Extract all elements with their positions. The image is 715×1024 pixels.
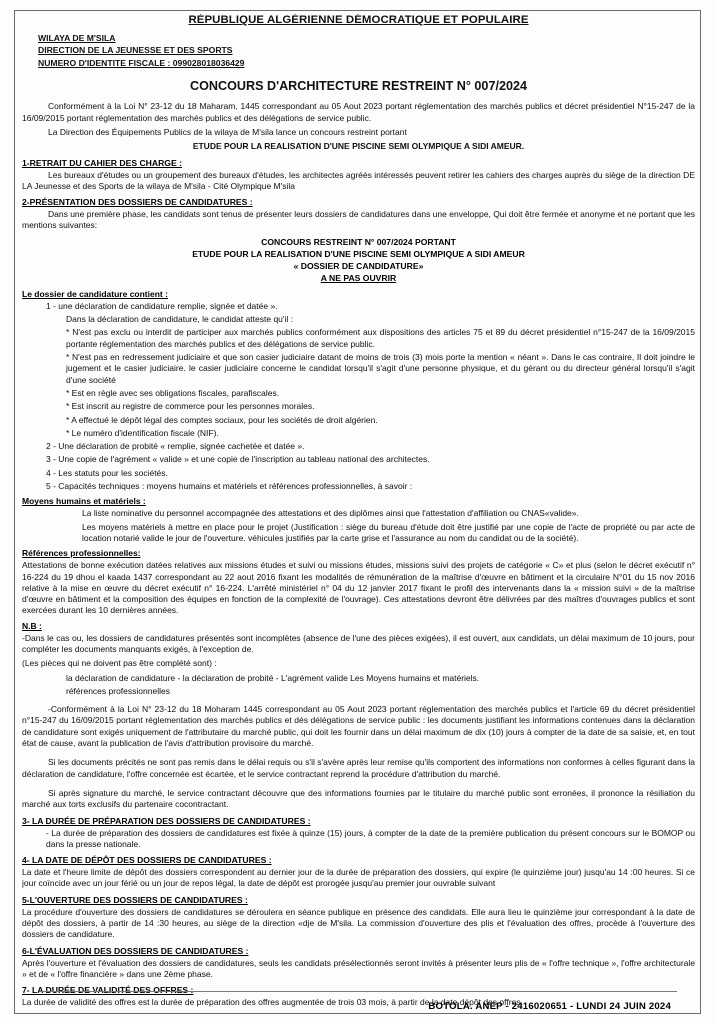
- envelope-line-2: ETUDE POUR LA REALISATION D'UNE PISCINE SEMI OLYMPIQUE A SIDI AMEUR: [192, 248, 525, 259]
- conformity-body-1: -Conformément à la Loi N° 23-12 du 18 Moharam 1445 correspondant au 05 Aout 2023 portant réglementation des marchés publics et l'article 69 du décret présidentiel n°15-247 du 16/09/2015 portant réglementation des marchés publics et dés délégations de service public : les documents justifiant les informations contenues dans la déclaration de candidature sont exigés uniquement de l'attributaire du marché public, qui doit les fournir dans un délai maximum de dix (10) jours à compter de la date de sa saisie, et, en tout état de cause, avant la publication de l'avis d'attribution provisoire du marché.: [22, 704, 695, 749]
- footer-reference: BOTOLA. ANEP - 2416020651 - LUNDI 24 JUIN 2024: [428, 1001, 671, 1012]
- section-6-title: 6-L'ÉVALUATION DES DOSSIERS DE CANDIDATURES :: [22, 945, 249, 956]
- check-item-nif: * Le numéro d'identification fiscale (NIF).: [66, 427, 219, 438]
- envelope-line-4: A NE PAS OUVRIR: [320, 272, 397, 283]
- section-7-body: La durée de validité des offres est la durée de préparation des offres augmentée de trois 03 mois, à partir de la date dépôt des offres.: [22, 997, 523, 1008]
- section-4-body: La date et l'heure limite de dépôt des dossiers correspondent au dernier jour de la durée de préparation des dossiers, qui expire (le quinzième jour) jusqu'au 14 :00 heures. Si ce jour coïncide avec un jour férié ou un jour de repos légal, la date de dépôt est prorogée jusqu'au premier jour ouvrable suivant: [22, 867, 695, 889]
- section-3-body: - La durée de préparation des dossiers de candidatures est fixée à quinze (15) jours, à compter de la date de la première publication du présent concours sur le BOMOP ou dans la presse nationale.: [46, 827, 695, 849]
- nb-body: -Dans le cas ou, les dossiers de candidatures présentés sont incomplètes (absence de l'une des pièces exigées), il est ouvert, aux candidats, un délai maximum de 10 jours, pour compléter les documents manquants exigés, à l'exception de.: [22, 632, 695, 654]
- section-7-title: 7- LA DURÉE DE VALIDITÉ DES OFFRES :: [22, 985, 194, 996]
- section-1-body: Les bureaux d'études ou un groupement des bureaux d'études, les architectes agréés intéressés peuvent retirer les cahiers des charges auprès du siège de la direction DE LA Jeunesse et des Sports de la wilaya de M'sila - Cité Olympique M'sila: [22, 169, 695, 191]
- conformity-body-2: Si les documents précités ne sont pas remis dans le délai requis ou s'il s'avère après leur remise qu'ils comportent des informations non conformes à celles figurant dans la déclaration de candidature, l'offre concernée est écartée, et le service contractant reprend la procédure d'attribution du marché.: [22, 757, 695, 779]
- issuer-line-fiscal-id: NUMERO D'IDENTITE FISCALE : 099028018036429: [38, 57, 245, 68]
- human-material-item-2: Les moyens matériels à mettre en place pour le projet (Justification : siège du bureau d'étude doit être justifié par une copie de l'acte de propriété ou par acte de location notarié valide le jour de l'ouverture. véhicules justifiés par la carte grise et l'assurance au nom du candidat ou de la société).: [82, 521, 695, 543]
- file-item-exclusion: * N'est pas exclu ou interdit de participer aux marchés publics conformément aux dispositions des articles 75 et 89 du décret présidentiel n°15-247 de la 16/09/2015 portante réglementation des marchés publics et des délégations de service public.: [66, 327, 695, 349]
- check-item-depot: * A effectué le dépôt légal des comptes sociaux, pour les sociétés de droit algérien.: [66, 414, 378, 425]
- references-body: Attestations de bonne exécution datées relatives aux missions études et suivi ou missions études, missions suivi des projets de catégorie « C» et plus (selon le décret exécutif n° 16-224 du 19 dhou el kaada 1437 correspondant au 22 aout 2016 fixant les modalités de rémunération de la maîtrise d'œuvre en bâtiment et la circulaire N°01 du 15 nov 2016 relative à la mise en œuvre du décret exécutif n° 16-224. L'arrêté ministériel n° 04 du 12 janvier 2017 fixant le profil des intervenants dans la « mission suivi » de la maîtrise d'œuvre en bâtiment et la composition des équipes en fonction de la complexité de l'ouvrage). Ces attestations devront être délivrées par des maîtres d'ouvrages publics et sont exercées durant les 10 dernières années.: [22, 560, 695, 616]
- file-item-4: 4 - Les statuts pour les sociétés.: [46, 467, 168, 478]
- conformity-body-3: Si après signature du marché, le service contractant découvre que des informations fournies par le titulaire du marché public sont erronées, il prononce la résiliation du marché aux torts exclusifs du partenaire cocontractant.: [22, 787, 695, 810]
- contest-title: CONCOURS D'ARCHITECTURE RESTREINT N° 007/2024: [190, 79, 527, 94]
- file-item-judiciaire: * N'est pas en redressement judiciaire et que son casier judiciaire datant de moins de trois (3) mois porte la mention « néant ». Dans le cas contraire, Il doit joindre le jugement et le casier judiciaire. le casier judiciaire concerne le candidat lorsqu'il s'agit d'une personne physique, et du gérant ou du directeur général lorsqu'il s'agit d'une société: [66, 352, 695, 385]
- envelope-line-3: « DOSSIER DE CANDIDATURE»: [293, 260, 424, 271]
- references-title: Références professionnelles:: [22, 548, 141, 559]
- republic-title: RÉPUBLIQUE ALGÉRIENNE DÉMOCRATIQUE ET POPULAIRE: [188, 14, 529, 26]
- file-contents-title: Le dossier de candidature contient :: [22, 288, 168, 299]
- file-item-3: 3 - Une copie de l'agrément « valide » et une copie de l'inscription au tableau national des architectes.: [46, 454, 430, 465]
- file-item-2: 2 - Une déclaration de probité « remplie, signée cachetée et datée ».: [46, 441, 305, 452]
- issuer-header: [38, 32, 695, 69]
- issuer-line-wilaya: WILAYA DE M'SILA: [38, 33, 116, 43]
- envelope-mentions: [22, 236, 695, 284]
- file-item-attest: Dans la déclaration de candidature, le candidat atteste qu'il :: [66, 314, 294, 325]
- issuer-line-direction: DIRECTION DE LA JEUNESSE ET DES SPORTS: [38, 45, 233, 56]
- nb-body-2: (Les pièces qui ne doivent pas être complété sont) :: [22, 658, 217, 669]
- section-5-body: La procédure d'ouverture des dossiers de candidatures se déroulera en séance publique en présence des candidats. Elle aura lieu le quinzième jour correspondant à la date de dépôt des dossiers, à partir de 14 :30 heures, au siège de la direction «dje de M'sila. La commission d'ouverture des plis et l'évaluation des offres, procède à l'ouverture des dossiers de candidature.: [22, 906, 695, 940]
- intro-paragraph-2: La Direction des Équipements Publics de la wilaya de M'sila lance un concours restreint portant: [48, 126, 407, 137]
- file-item-1: 1 - une déclaration de candidature remplie, signée et datée ».: [46, 300, 278, 311]
- section-2-title: 2-PRÉSENTATION DES DOSSIERS DE CANDIDATURES :: [22, 197, 253, 208]
- section-1-title: 1-RETRAIT DU CAHIER DES CHARGE :: [22, 157, 182, 168]
- intro-paragraph-1: Conformément à la Loi N° 23-12 du 18 Maharam, 1445 correspondant au 05 Aout 2023 portant réglementation des marchés publics et décret présidentiel N°15-247 de la 16/09/2015 portant réglementation des marchés publics et des délégations de service public.: [22, 101, 695, 123]
- check-item-fiscal: * Est en règle avec ses obligations fiscales, parafiscales.: [66, 387, 280, 398]
- nb-title: N.B :: [22, 620, 42, 631]
- check-item-registre: * Est inscrit au registre de commerce pour les personnes morales.: [66, 401, 315, 412]
- section-3-title: 3- LA DURÉE DE PRÉPARATION DES DOSSIERS DE CANDIDATURES :: [22, 815, 311, 826]
- nb-item-1: la déclaration de candidature - la déclaration de probité - L'agrément valide Les Moyens humains et matériels.: [66, 672, 480, 683]
- section-2-body: Dans une première phase, les candidats sont tenus de présenter leurs dossiers de candidatures dans une enveloppe, Qui doit être fermée et anonyme et ne portant que les mentions suivantes:: [22, 209, 695, 231]
- footer-divider: [40, 991, 677, 992]
- document-body: [22, 14, 695, 1014]
- section-6-body: Après l'ouverture et l'évaluation des dossiers de candidatures, seuls les candidats présélectionnés seront invités à présenter leurs plis de « l'offre technique », l'offre architecturale » et de « l'offre financière » dans une 2ème phase.: [22, 957, 695, 979]
- section-4-title: [22, 855, 695, 865]
- section-4-title-text: 4- LA DATE DE DÉPÔT DES DOSSIERS DE CANDIDATURES :: [22, 855, 272, 866]
- intro-object-line: ETUDE POUR LA REALISATION D'UNE PISCINE SEMI OLYMPIQUE A SIDI AMEUR.: [192, 141, 525, 152]
- nb-item-2: références professionnelles: [66, 685, 170, 696]
- file-item-5: 5 - Capacités techniques : moyens humains et matériels et références professionnelles, à savoir :: [46, 481, 413, 492]
- section-5-title: 5-L'OUVERTURE DES DOSSIERS DE CANDIDATURES :: [22, 894, 248, 905]
- human-material-item-1: La liste nominative du personnel accompagnée des attestations et des diplômes ainsi que l'attestation d'affiliation ou CNAS«valide».: [82, 508, 579, 519]
- human-material-title: Moyens humains et matériels :: [22, 496, 146, 507]
- envelope-line-1: CONCOURS RESTREINT N° 007/2024 PORTANT: [261, 236, 456, 247]
